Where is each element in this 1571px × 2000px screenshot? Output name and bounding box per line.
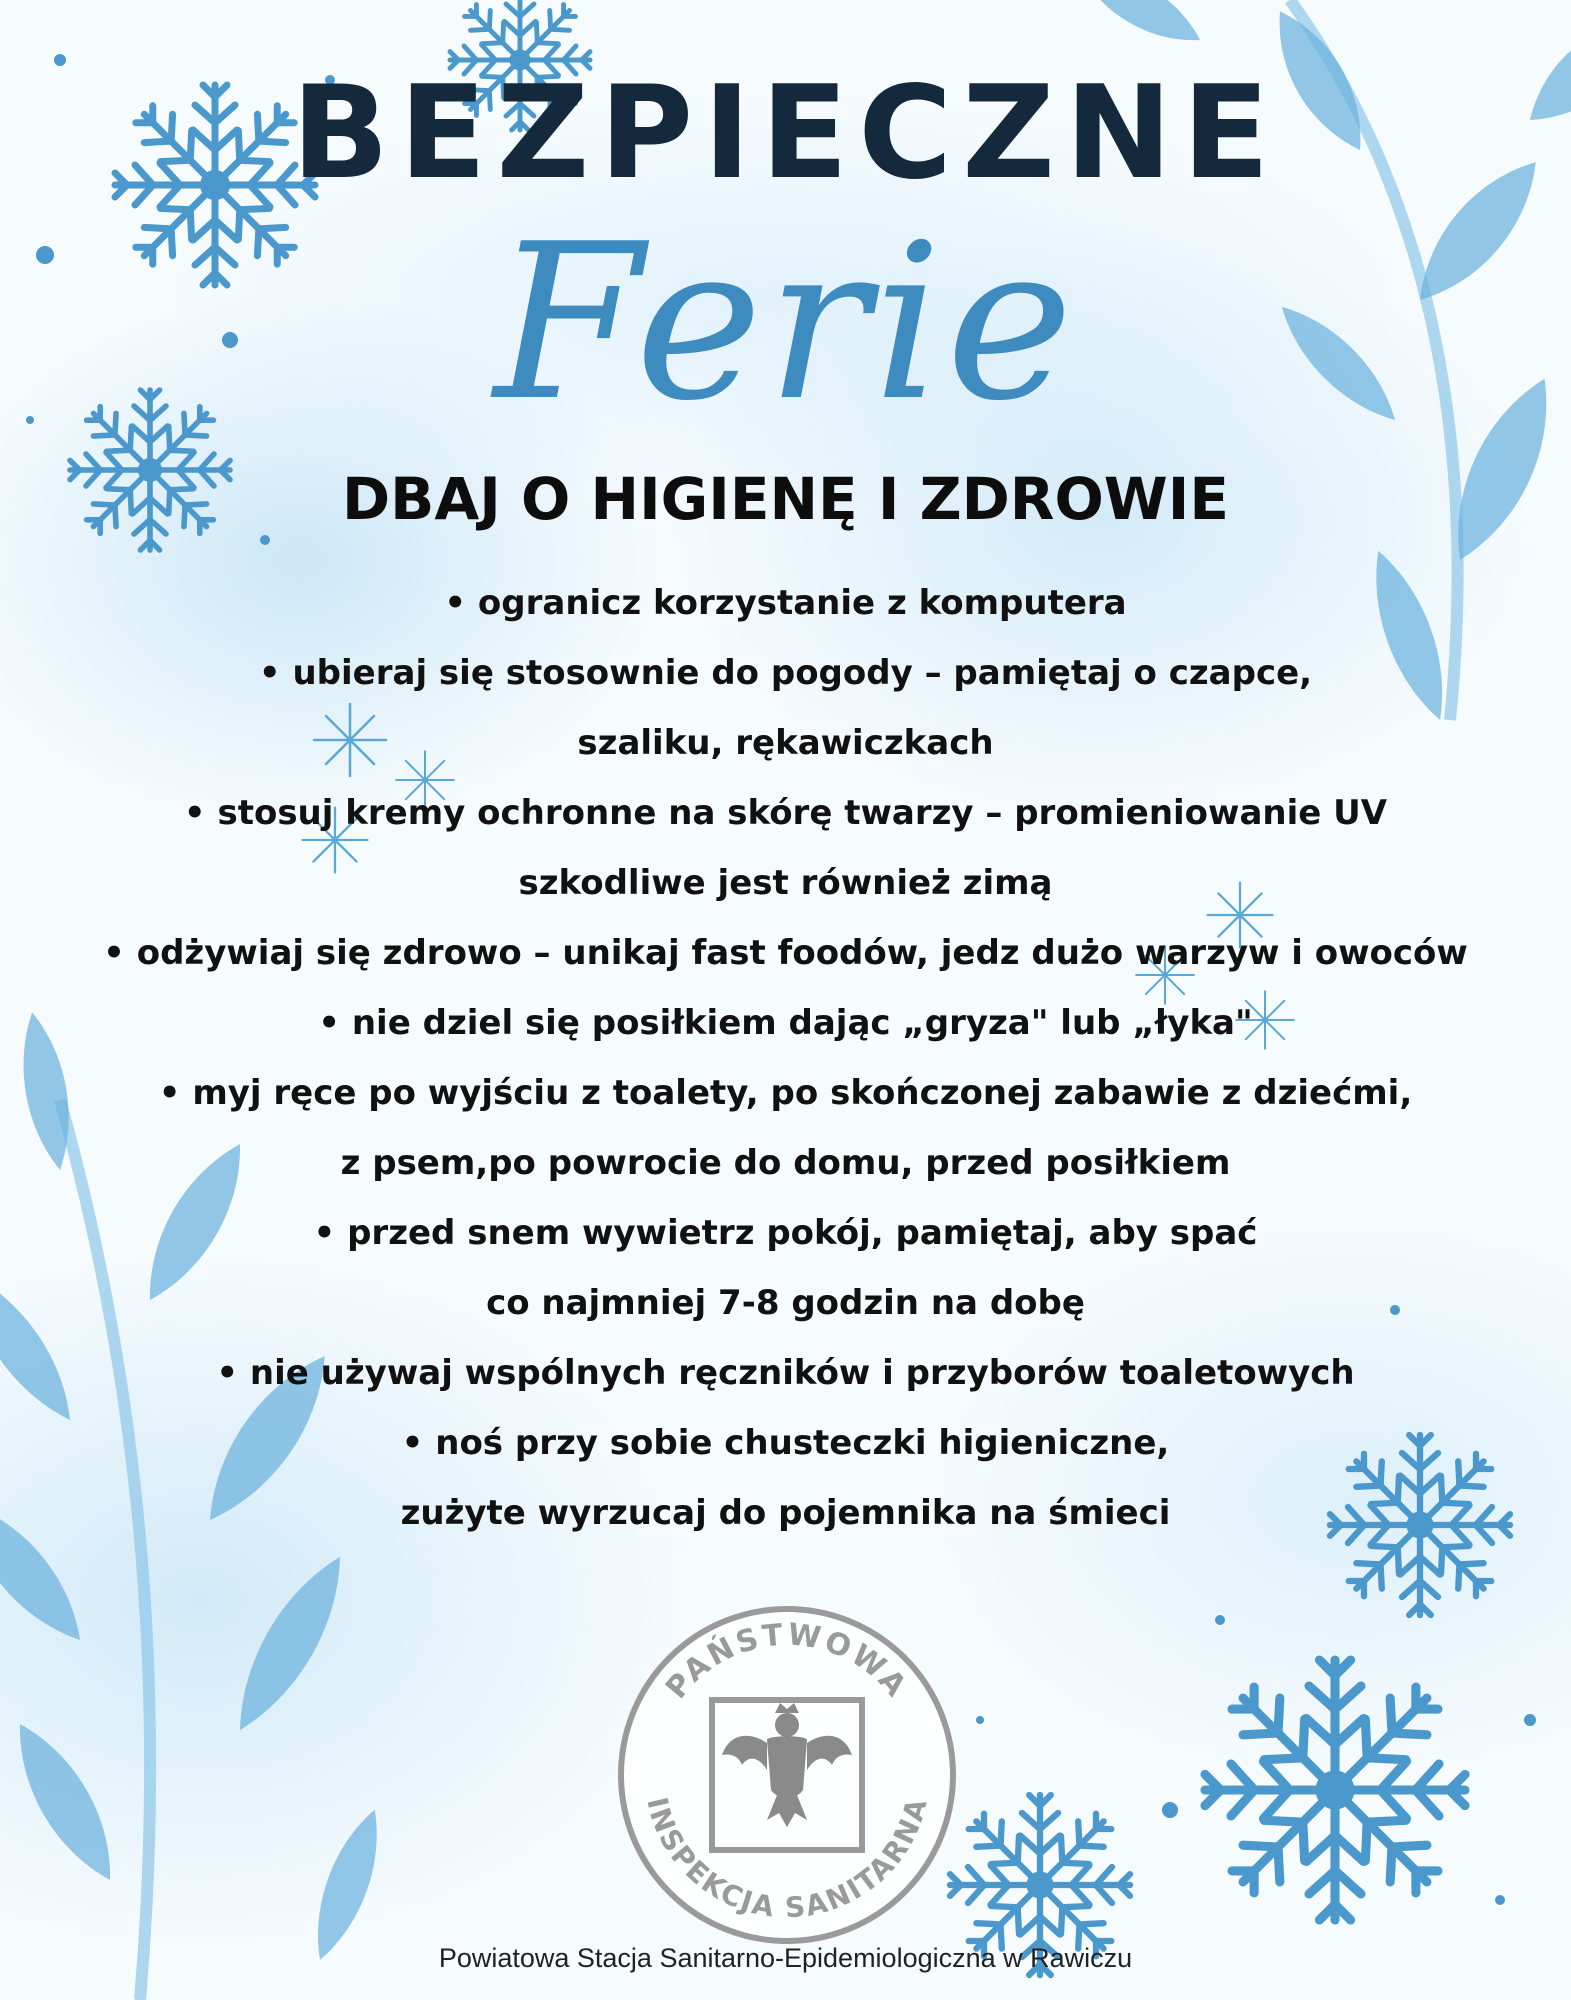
footer-text: Powiatowa Stacja Sanitarno-Epidemiologiczna w Rawiczu [438, 1943, 1133, 1973]
tip-line: szkodliwe jest również zimą [518, 863, 1053, 903]
poster-script-title: Ferie [493, 197, 1078, 448]
tip-line: • ogranicz korzystanie z komputera [444, 583, 1127, 623]
section-heading: DBAJ O HIGIENĘ I ZDROWIE [342, 465, 1229, 533]
tip-line: • ubieraj się stosownie do pogody – pamiętaj o czapce, [258, 653, 1313, 693]
tip-line: • myj ręce po wyjściu z toalety, po skończonej zabawie z dziećmi, [158, 1073, 1413, 1113]
tip-line: co najmniej 7-8 godzin na dobę [486, 1283, 1085, 1323]
tip-line: • nie dziel się posiłkiem dając „gryza" lub „łyka" [318, 1003, 1253, 1043]
tip-line: szaliku, rękawiczkach [577, 723, 994, 763]
tip-line: • stosuj kremy ochronne na skórę twarzy – promieniowanie UV [183, 793, 1388, 833]
sanitary-inspection-seal [617, 1605, 957, 1945]
tip-line: • nie używaj wspólnych ręczników i przyborów toaletowych [216, 1353, 1355, 1393]
poster-title: BEZPIECZNE [291, 59, 1280, 208]
seal-bottom-text: INSPEKCJA SANITARNA [640, 1793, 935, 1925]
tip-line: z psem,po powrocie do domu, przed posiłkiem [340, 1143, 1231, 1183]
tip-line: zużyte wyrzucaj do pojemnika na śmieci [400, 1493, 1171, 1533]
tip-line: • noś przy sobie chusteczki higieniczne, [401, 1423, 1170, 1463]
seal-top-text: PAŃSTWOWA [659, 1616, 915, 1706]
tip-line: • odżywiaj się zdrowo – unikaj fast foodów, jedz dużo warzyw i owoców [103, 933, 1468, 973]
snowflake-icon [1205, 1660, 1465, 1920]
tips-list [40, 568, 1531, 1548]
tip-line: • przed snem wywietrz pokój, pamiętaj, aby spać [313, 1213, 1258, 1253]
